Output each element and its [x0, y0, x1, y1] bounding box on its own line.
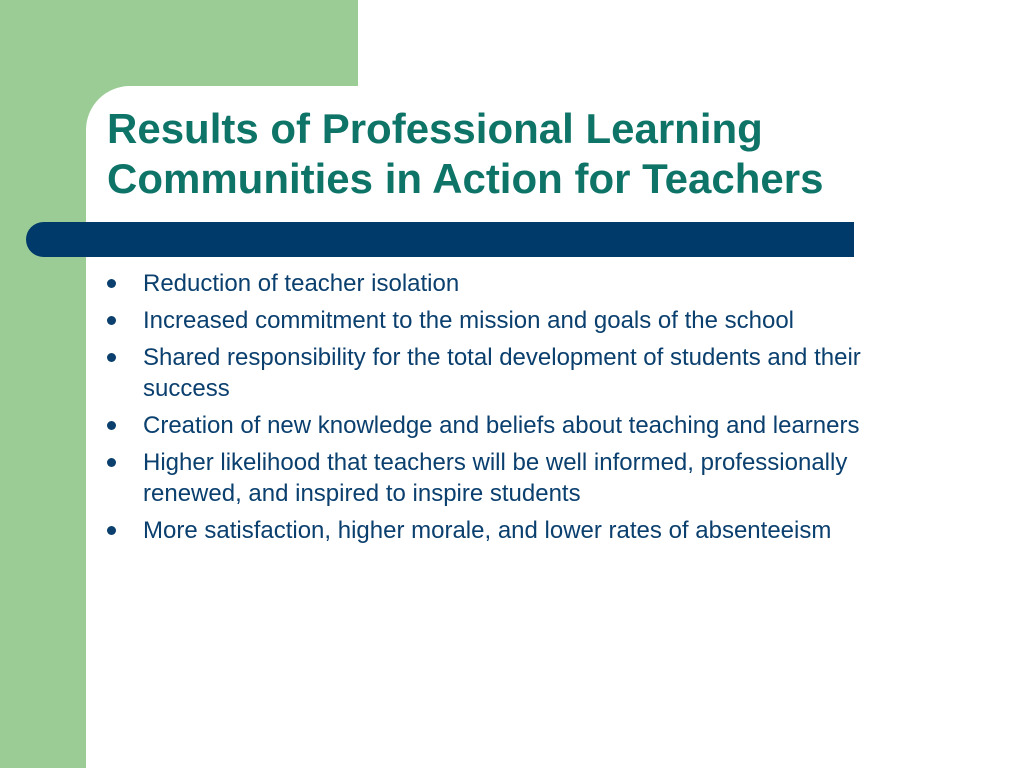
bullet-text: Reduction of teacher isolation [143, 270, 460, 297]
bullet-text: Increased commitment to the mission and goals of the school [143, 307, 794, 334]
bullet-dot-icon [107, 316, 116, 325]
bullet-dot-icon [107, 421, 116, 430]
bullet-item [107, 342, 947, 404]
bullet-dot-icon [107, 458, 116, 467]
bullet-item [107, 305, 947, 336]
bullet-item [107, 410, 947, 441]
bullet-text: More satisfaction, higher morale, and lower rates of absenteeism [143, 517, 832, 544]
bullet-text: Higher likelihood that teachers will be well informed, professionally renewed, and inspired to inspire students [143, 449, 848, 507]
bullet-list [107, 268, 947, 552]
bullet-dot-icon [107, 279, 116, 288]
bullet-item [107, 515, 947, 546]
slide-title: Results of Professional Learning Communities in Action for Teachers [107, 105, 824, 202]
title-divider-bar [26, 222, 854, 257]
bullet-item [107, 447, 947, 509]
bullet-text: Creation of new knowledge and beliefs about teaching and learners [143, 412, 860, 439]
bullet-dot-icon [107, 526, 116, 535]
bullet-text: Shared responsibility for the total development of students and their success [143, 344, 861, 402]
bullet-dot-icon [107, 353, 116, 362]
bullet-item [107, 268, 947, 299]
